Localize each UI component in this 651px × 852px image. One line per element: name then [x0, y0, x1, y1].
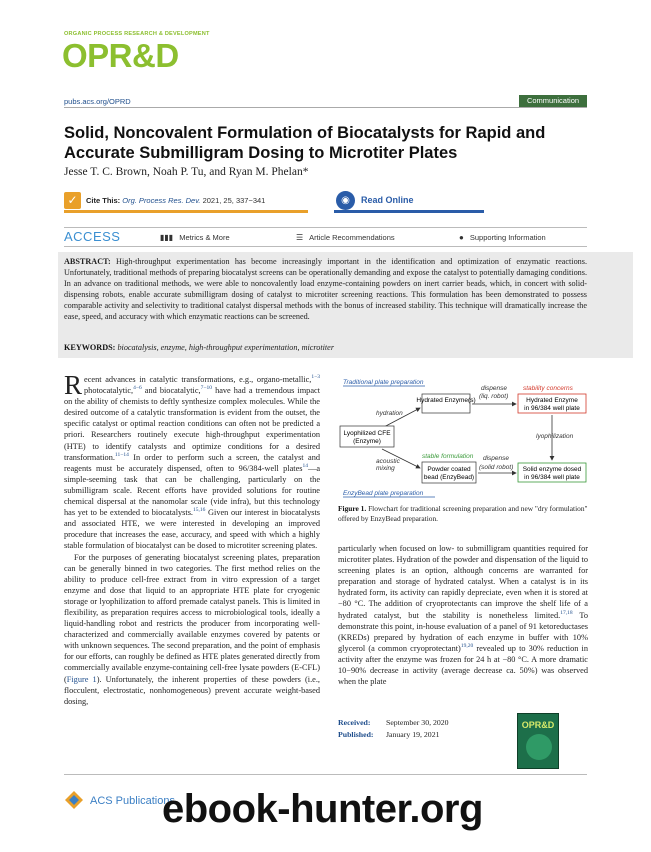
ref-link[interactable]: 14 [302, 462, 309, 469]
cover-title: OPR&D [521, 720, 555, 730]
abstract-label: ABSTRACT: [64, 257, 111, 266]
body-text: For the purposes of generating biocatalyst screening plates, preparation can be generally binned in two categories. The first method relies on the ability to produce cell-free extract from in vitro expression of a target enzyme and dose that liquid to an appropriate HTE plate for cryogenic storage or lyophilization to afford premade catalyst panels. This is limited in flexibility, as preparation requires access to microbiological tools, ideally a liquid-handling robot and restricts the producer from incorporating well-characterized and commercially available enzymes covered by patents or with unknown sequences. The second preparation, and the point of emphasis for our efforts, can roughly be defined as HTE plates generated directly from commercially available enzyme-containing cell-free lysate powders (E-CFL) ( [64, 552, 320, 684]
metrics-label: Metrics & More [179, 233, 230, 242]
acoustic-label: acoustic [376, 458, 400, 465]
article-title: Solid, Noncovalent Formulation of Biocatalysts for Rapid and Accurate Submilligram Dosing to Microtiter Plates [64, 124, 546, 162]
dispense-liq-label: dispense [481, 385, 508, 392]
powder-bead-line2: bead (EnzyBead) [423, 474, 475, 481]
citation-text [86, 196, 265, 205]
si-icon: ● [459, 233, 464, 242]
keywords [64, 343, 334, 352]
mixing-label: mixing [376, 465, 395, 472]
access-label: ACCESS [64, 229, 121, 244]
journal-kicker: ORGANIC PROCESS RESEARCH & DEVELOPMENT [64, 31, 210, 37]
solid-robot-label: (solid robot) [479, 464, 514, 471]
liq-robot-label: (liq. robot) [479, 393, 509, 400]
body-right-column [338, 543, 588, 687]
figure-1-link[interactable]: Figure 1 [66, 674, 97, 684]
acs-logo-icon [64, 790, 84, 810]
methods-paragraph [64, 552, 320, 707]
cite-this-box[interactable] [64, 188, 308, 213]
ref-link[interactable]: 1−3 [311, 374, 320, 381]
body-text: revealed up to 30% reduction in activity after the enzyme was frozen for 24 h at −80 °C. A more dramatic 10−90% decrease in activity (average decrease ca. 50%) was observed when the plate [338, 643, 588, 687]
keywords-label: KEYWORDS: [64, 343, 116, 352]
journal-cover-thumbnail[interactable] [517, 713, 559, 769]
hydrated-plate-line2: in 96/384 well plate [524, 405, 580, 412]
journal-logo[interactable]: OPR&D [62, 37, 179, 74]
header-divider [64, 107, 587, 108]
ref-link[interactable]: 11−14 [114, 451, 129, 458]
cite-journal[interactable]: Org. Process Res. Dev. [122, 196, 201, 205]
body-text: ). Unfortunately, the inherent properties of these powders (i.e., flocculent, electrostatic, nonhomogeneous) prevent accurate weight-based dosing, [64, 674, 320, 706]
body-text: Given our interest in biocatalysts and associated HTE, we were interested in developing an improved procedure that increases the ease, accuracy, and speed with which a highly stable formulation of biocatalyst can be dosed to microtiter screening plates. [64, 508, 320, 551]
cover-artwork [526, 734, 552, 760]
lyophilized-cfe-line2: (Enzyme) [353, 438, 381, 445]
abstract [64, 256, 587, 323]
cite-label: Cite This: [86, 196, 121, 205]
lyophilized-cfe-line1: Lyophilized CFE [343, 430, 391, 437]
body-text: In order to perform such a screen, the catalyst and reagents must be accurately dispensed, often to 96/384-well plates [64, 452, 320, 473]
flowchart [338, 374, 588, 500]
enzybead-title: EnzyBead plate preparation [343, 490, 424, 497]
metrics-link[interactable] [160, 233, 230, 242]
body-text: photocatalytic, [84, 386, 134, 396]
bar-chart-icon: ▮▮▮ [160, 233, 174, 242]
article-recommendations-link[interactable] [296, 233, 395, 242]
solid-plate-line2: in 96/384 well plate [524, 474, 580, 481]
cite-details: 2021, 25, 337−341 [202, 196, 266, 205]
stable-formulation-label: stable formulation [422, 453, 474, 460]
body-text: have had a tremendous impact on the ability of chemists to deftly synthesize complex molecules. While the desired outcome of a catalytic transformation is evident from the outset, the specific catalyst or optimal reaction conditions can often not be predicted a priori. Researchers routinely execute high-throughput experimentation (HTE) to identify catalysts and optimize conditions for a desired transformation. [64, 386, 320, 462]
read-online-button[interactable] [334, 188, 484, 213]
lyophilization-label: lyophilization [536, 433, 574, 440]
ref-link[interactable]: 4−6 [133, 385, 142, 392]
publication-dates [338, 717, 449, 741]
check-icon: ✓ [64, 192, 81, 209]
read-online-label: Read Online [361, 195, 414, 205]
body-text: To demonstrate this point, in-house evaluation of a panel of 91 ketoreductases (KREDs) prepared by hydration of each enzyme in buffer with 10% glycerol (a common cryoprotectant) [338, 610, 589, 653]
ref-link[interactable]: 15,16 [193, 507, 206, 514]
hydrated-plate-line1: Hydrated Enzyme [526, 397, 578, 404]
acs-publications-logo[interactable]: ACS Publications [90, 795, 175, 807]
caption-label: Figure 1. [338, 504, 367, 513]
author-list[interactable]: Jesse T. C. Brown, Noah P. Tu, and Ryan M. Phelan* [64, 166, 309, 178]
body-text: —a simple-seeming task that can be challenging, particularly on the submilligram scale. Recent efforts have provided solutions for routine chemical dispersal at the nanomolar scale (vide infra), but this technology has yet to be extended to biocatalysts. [64, 463, 320, 518]
body-left-column [64, 370, 320, 707]
article-type-badge: Communication [519, 95, 587, 107]
keywords-text: biocatalysis, enzyme, high-throughput experimentation, microtiter [117, 343, 335, 352]
footer-divider [64, 774, 587, 775]
published-date: January 19, 2021 [386, 730, 440, 739]
body-text: ecent advances in catalytic transformations, e.g., organo-metallic, [84, 375, 312, 384]
powder-bead-line1: Powder coated [427, 466, 471, 473]
abstract-text: High-throughput experimentation has become increasingly important in the identification and optimization of enzymatic reactions. Unfortunately, traditional methods of preparing biocatalyst screens can be operationally demanding and expose the catalyst to potentially damaging conditions. In an advance on traditional methods, we were able to noncovalently load enzyme-containing powders on inert carrier beads, which, in concert with solid-dispensing robots, enable accurate submilligram dosing of catalyst to microtiter screening reactions. This formulation has been demonstrated to possess comparable activity and selectivity to traditional catalyst dispersal methods with the bonus of increased stability. This technique will dramatically increase the ease, speed, and accuracy with which enzymatic reactions can be screened. [64, 257, 587, 322]
read-online-icon: ◉ [336, 191, 355, 210]
traditional-title: Traditional plate preparation [343, 379, 424, 386]
received-label: Received: [338, 718, 371, 727]
recommendations-label: Article Recommendations [309, 233, 395, 242]
published-label: Published: [338, 730, 374, 739]
supporting-info-link[interactable] [459, 233, 546, 242]
access-bar [64, 227, 587, 247]
support-label: Supporting Information [469, 233, 546, 242]
body-text: particularly when focused on low- to submilligram quantities required for microtiter plates. Hydration of the powder and dispensation of the liquid to screening plates is an option, although concerns are warranted for preparation and storage of hydrated catalyst. When a catalyst is in its hydrated form, its activity can rapidly depreciate, even when it is stored at −80 °C. The addition of cryoprotectants can improve the shelf life of a hydrated catalyst, but the stability is nonetheless limited. [338, 544, 588, 620]
stability-concerns-label: stability concerns [523, 385, 573, 392]
hydration-label: hydration [376, 410, 403, 417]
body-text: and biocatalytic, [141, 386, 201, 396]
ref-link[interactable]: 7−10 [200, 385, 212, 392]
ref-link[interactable]: 19,20 [460, 643, 474, 650]
received-date: September 30, 2020 [386, 718, 449, 727]
figure-1 [338, 374, 588, 500]
watermark: ebook-hunter.org [162, 787, 483, 831]
intro-paragraph [64, 370, 320, 552]
solid-plate-line1: Solid enzyme dosed [522, 466, 582, 473]
caption-text: Flowchart for traditional screening preparation and new "dry formulation" offered by EnzyBead preparation. [338, 504, 588, 523]
list-icon: ☰ [296, 233, 304, 242]
ref-link[interactable]: 17,18 [560, 609, 573, 616]
journal-url-link[interactable]: pubs.acs.org/OPRD [64, 97, 131, 106]
hydrated-enzyme-label: Hydrated Enzyme(s) [416, 397, 476, 404]
figure-caption [338, 504, 588, 523]
dispense-solid-label: dispense [483, 455, 510, 462]
drop-cap: R [64, 370, 83, 400]
